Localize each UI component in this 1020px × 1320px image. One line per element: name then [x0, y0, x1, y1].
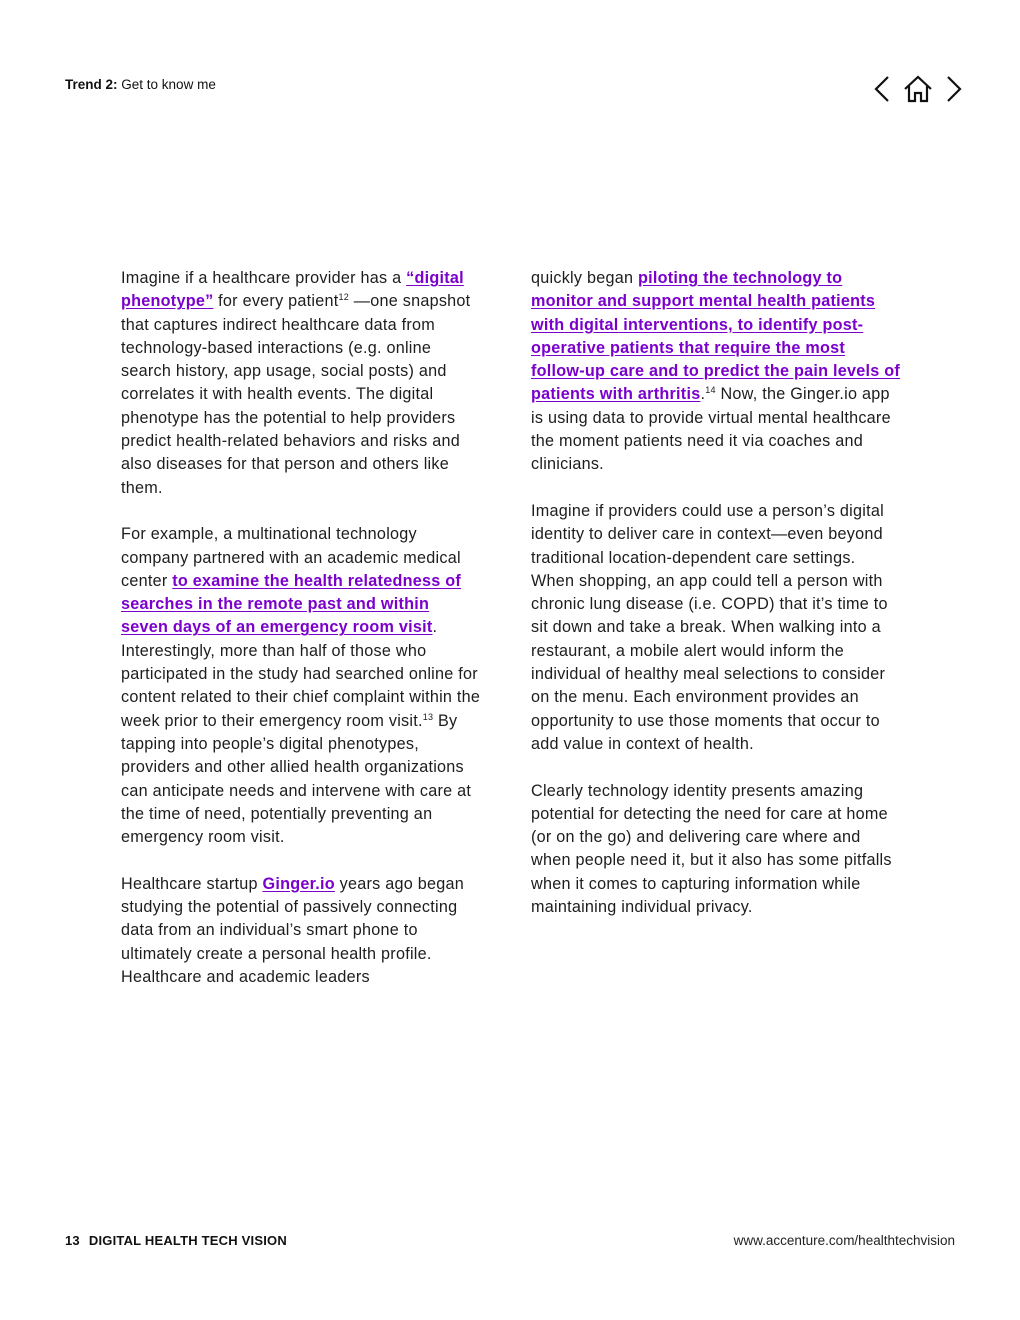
footnote-ref: 13: [422, 711, 434, 722]
text: Imagine if a healthcare provider has a: [121, 269, 407, 287]
text: For example, a multinational technology company partnered with an academic medical center: [121, 525, 461, 590]
running-header: [65, 77, 216, 92]
paragraph-digital-phenotype: [121, 267, 481, 500]
text: quickly began: [531, 269, 638, 287]
text: Now, the Ginger.io app is using data to provide virtual mental healthcare the moment patients need it via coaches and clinicians.: [531, 385, 891, 474]
paragraph-ginger: [121, 873, 481, 989]
footnote-ref: 14: [705, 385, 716, 396]
paragraph-example: [121, 523, 481, 849]
footer-publication: [65, 1233, 287, 1248]
paragraph-context: Imagine if providers could use a person’s digital identity to deliver care in context—even beyond traditional location-dependent care settings. When shopping, an app could tell a person with chronic lung disease (i.e. COPD) that it’s time to sit down and take a break. When walking into a restaurant, a mobile alert would inform the individual of healthy meal selections to consider on the menu. Each environment provides an opportunity to use those moments that occur to add value in context of health.: [531, 501, 888, 753]
home-icon[interactable]: [903, 74, 933, 104]
page-number: 13: [65, 1233, 80, 1248]
left-column: [121, 267, 481, 1013]
digital-phenotype-link[interactable]: “digital phenotype”: [121, 269, 464, 311]
text: . Interestingly, more than half of those who participated in the study had searched online for content related to their chief complaint within the week prior to their emergency room visit.: [121, 618, 481, 730]
search-study-link[interactable]: to examine the health relatedness of searches in the remote past and within seven days of an emergency room visit: [121, 571, 462, 637]
text: .: [700, 385, 706, 404]
chevron-right-icon[interactable]: [944, 74, 964, 104]
trend-title: Get to know me: [121, 77, 216, 92]
right-column: [531, 267, 901, 943]
paragraph-piloting: [531, 267, 901, 477]
text: for every patient: [213, 292, 339, 311]
ginger-io-link[interactable]: Ginger.io: [262, 874, 335, 893]
page-navigation: [872, 72, 964, 106]
paragraph-privacy: Clearly technology identity presents amazing potential for detecting the need for care at home (or on the go) and delivering care where and when people need it, but it also has some pitfalls when it comes to capturing information while maintaining individual privacy.: [531, 781, 892, 917]
publication-title: DIGITAL HEALTH TECH VISION: [88, 1233, 287, 1248]
piloting-technology-link[interactable]: piloting the technology to monitor and support mental health patients with digital interventions, to identify post-operative patients that require the most follow-up care and to predict the pain levels of patients with arthritis: [531, 269, 901, 404]
chevron-left-icon[interactable]: [872, 74, 892, 104]
text: —one snapshot that captures indirect healthcare data from technology-based interactions (e.g. online search history, app usage, social posts) and correlates it with health events. The digital phenotype has the potential to help providers predict health-related behaviors and risks and also diseases for that person and others like them.: [121, 292, 471, 497]
footnote-ref: 12: [338, 292, 350, 303]
trend-label: Trend 2:: [65, 77, 118, 92]
text: Healthcare startup: [121, 874, 263, 893]
text: years ago began studying the potential of passively connecting data from an individual’s smart phone to ultimately create a personal health profile. Healthcare and academic leaders: [121, 874, 465, 986]
footer-url[interactable]: www.accenture.com/healthtechvision: [733, 1233, 955, 1248]
text: By tapping into people’s digital phenotypes, providers and other allied health organizations can anticipate needs and intervene with care at the time of need, potentially preventing an emergency room visit.: [121, 711, 472, 847]
